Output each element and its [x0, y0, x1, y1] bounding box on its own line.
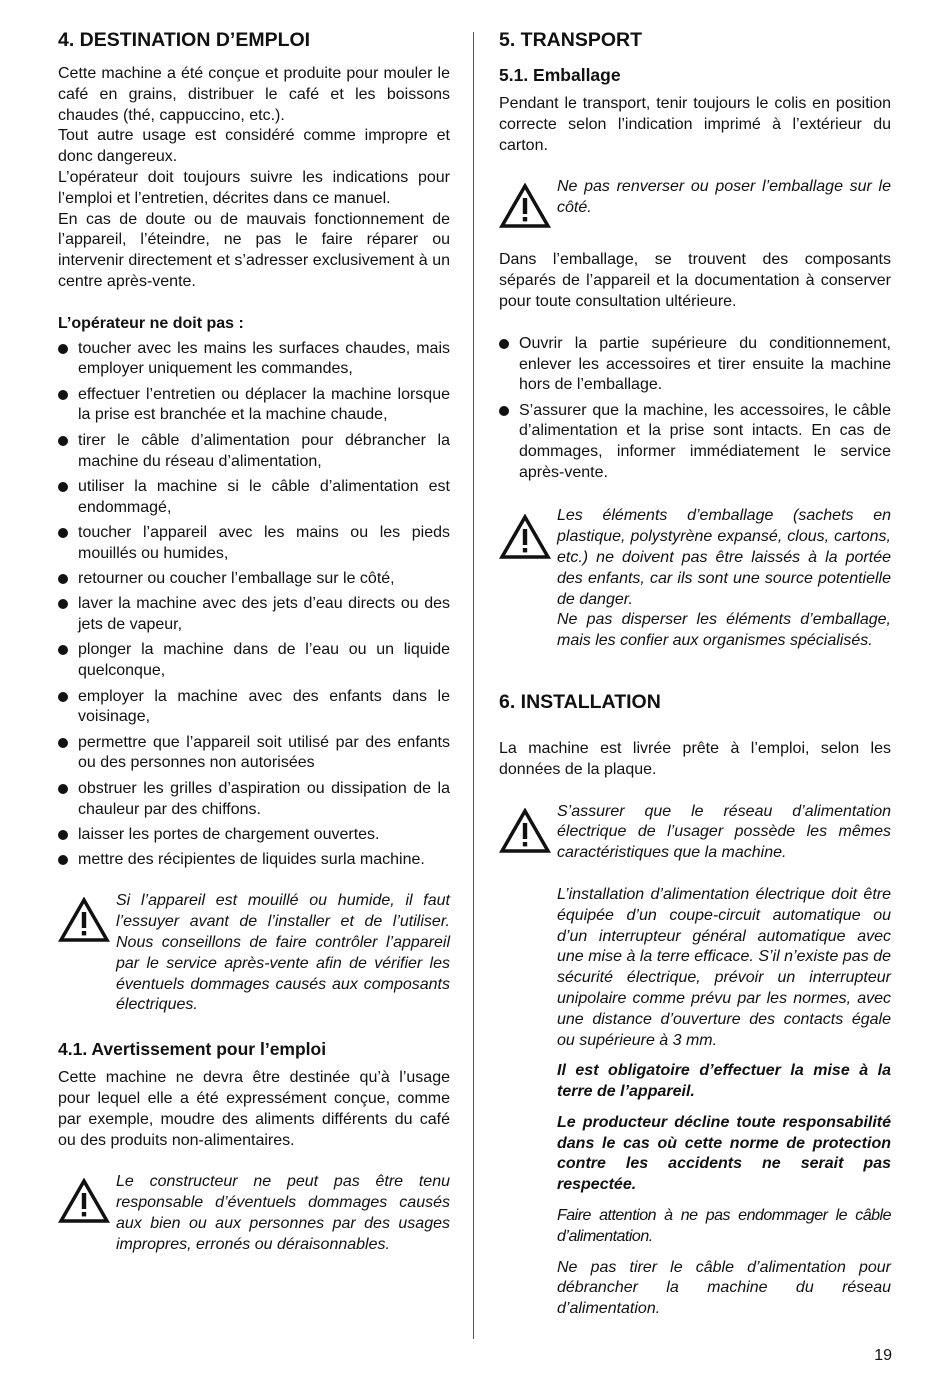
bullet-icon	[58, 599, 68, 609]
bullet-icon	[58, 855, 68, 865]
list-item: toucher l’appareil avec les mains ou les pieds mouillés ou humides,	[58, 523, 450, 565]
grounding-requirement: Il est obligatoire d’effectuer la mise à la terre de l’appareil.	[557, 1062, 891, 1101]
bullet-icon	[499, 406, 509, 416]
list-item: utiliser la machine si le câble d’alimentation est endommagé,	[58, 477, 450, 519]
warning-block-liability	[58, 1172, 450, 1255]
warning-block-packaging-elements	[499, 506, 891, 652]
section-5-title: 5. TRANSPORT	[499, 29, 643, 51]
section-4-paragraph-2: Tout autre usage est considéré comme impropre et donc dangereux.	[58, 127, 450, 166]
section-4-paragraph-3: L’opérateur doit toujours suivre les indications pour l’emploi et l’entretien, décrites dans ce manuel.	[58, 168, 450, 207]
page-number: 19	[874, 1347, 892, 1364]
bullet-icon	[58, 482, 68, 492]
transport-bullet-list	[499, 334, 891, 484]
list-item: laver la machine avec des jets d’eau directs ou des jets de vapeur,	[58, 594, 450, 636]
warning-triangle-icon	[58, 891, 116, 943]
warning-text: Si l’appareil est mouillé ou humide, il faut l’essuyer avant de l’installer et de l’utiliser. Nous conseillons de faire contrôler l’appareil par le service après-vente afin de vérifier les éventuels dommages causés aux composants électriques.	[116, 892, 450, 1014]
bullet-icon	[58, 830, 68, 840]
section-4-paragraph-4: En cas de doute ou de mauvais fonctionnement de l’appareil, l’éteindre, ne pas le faire réparer ou intervenir directement et s’adresser exclusivement à un centre après-vente.	[58, 210, 450, 290]
warning-triangle-icon	[499, 802, 557, 854]
warning-block-packaging-position	[499, 177, 891, 229]
list-item: toucher avec les mains les surfaces chaudes, mais employer uniquement les commandes,	[58, 339, 450, 381]
section-5-paragraph-2: Dans l’emballage, se trouvent des composants séparés de l’appareil et la documentation à conserver pour toute consultation ultérieure.	[499, 251, 891, 310]
section-4-paragraph-1: Cette machine a été conçue et produite pour mouler le café en grains, distribuer le café et les boissons chaudes (thé, cappuccino, etc.).	[58, 65, 450, 124]
cable-pull-note: Ne pas tirer le câble d’alimentation pour débrancher la machine du réseau d’alimentation.	[557, 1258, 891, 1318]
section-6-paragraph: La machine est livrée prête à l’emploi, selon les données de la plaque.	[499, 739, 891, 778]
warning-text: Ne pas renverser ou poser l’emballage sur le côté.	[557, 178, 891, 217]
warning-block-electrical-network	[499, 802, 891, 864]
column-divider	[473, 32, 474, 1339]
bullet-icon	[58, 784, 68, 794]
installation-requirements: L’installation d’alimentation électrique doit être équipée d’un coupe-circuit automatique ou d’un interrupteur général automatique avec une mise à la terre efficace. S’il n’existe pas de sécurité électrique, prévoir un interrupteur unipolaire comme prévu par les normes, avec une distance d’ouverture des contacts égale ou supérieure à 3 mm.	[557, 885, 891, 1049]
list-item: plonger la machine dans de l’eau ou un liquide quelconque,	[58, 640, 450, 682]
bullet-icon	[58, 645, 68, 655]
bullet-icon	[58, 390, 68, 400]
bullet-icon	[58, 692, 68, 702]
warning-triangle-icon	[499, 506, 557, 560]
list-item: laisser les portes de chargement ouvertes.	[58, 825, 450, 846]
right-column	[499, 28, 891, 1320]
list-item: effectuer l’entretien ou déplacer la machine lorsque la prise est branchée et la machine chaude,	[58, 385, 450, 427]
warning-block-moisture	[58, 891, 450, 1016]
warning-text: Les éléments d’emballage (sachets en plastique, polystyrène expansé, clous, cartons, etc.) ne doivent pas être laissés à la portée des enfants, car ils sont une source potentielle de danger.	[557, 507, 891, 608]
warning-triangle-icon	[499, 177, 557, 229]
section-4-1-title: 4.1. Avertissement pour l’emploi	[58, 1039, 327, 1060]
operator-bullet-list	[58, 339, 450, 871]
bullet-icon	[58, 436, 68, 446]
warning-text: Ne pas disperser les éléments d’emballage, mais les confier aux organismes spécialisés.	[557, 611, 891, 650]
warning-text: S’assurer que le réseau d’alimentation électrique de l’usager possède les mêmes caractéristiques que la machine.	[557, 802, 891, 862]
left-column	[58, 28, 450, 1256]
warning-triangle-icon	[58, 1172, 116, 1224]
list-item: employer la machine avec des enfants dans le voisinage,	[58, 687, 450, 729]
list-item: retourner ou coucher l’emballage sur le côté,	[58, 569, 450, 590]
bullet-icon	[58, 738, 68, 748]
liability-disclaimer: Le producteur décline toute responsabilité dans le cas où cette norme de protection contre les accidents ne serait pas respectée.	[557, 1113, 891, 1194]
warning-text: Le constructeur ne peut pas être tenu responsable d’éventuels dommages causés aux bien ou aux personnes par des usages impropres, erronés ou déraisonnables.	[116, 1173, 450, 1253]
list-item: S’assurer que la machine, les accessoires, le câble d’alimentation et la prise sont intacts. En cas de dommages, informer immédiatement le service après-vente.	[499, 401, 891, 484]
list-item: permettre que l’appareil soit utilisé par des enfants ou des personnes non autorisées	[58, 733, 450, 775]
list-item: tirer le câble d’alimentation pour débrancher la machine du réseau d’alimentation,	[58, 431, 450, 473]
section-5-paragraph-1: Pendant le transport, tenir toujours le colis en position correcte selon l’indication imprimé à l’extérieur du carton.	[499, 95, 891, 154]
section-4-1-paragraph: Cette machine ne devra être destinée qu’à l’usage pour lequel elle a été expressément conçue, comme par exemple, moudre des aliments différents du café ou des produits non-alimentaires.	[58, 1069, 450, 1149]
section-5-1-title: 5.1. Emballage	[499, 65, 621, 85]
operator-heading: L’opérateur ne doit pas :	[58, 314, 244, 332]
bullet-icon	[58, 528, 68, 538]
bullet-icon	[499, 339, 509, 349]
bullet-icon	[58, 574, 68, 584]
installation-notes	[499, 864, 891, 1320]
list-item: Ouvrir la partie supérieure du conditionnement, enlever les accessoires et tirer ensuite la machine hors de l’emballage.	[499, 334, 891, 396]
list-item: obstruer les grilles d’aspiration ou dissipation de la chauleur par des chiffons.	[58, 779, 450, 821]
cable-care-note: Faire attention à ne pas endommager le câble d’alimentation.	[557, 1207, 891, 1245]
list-item: mettre des récipientes de liquides surla machine.	[58, 850, 450, 871]
section-4-title: 4. DESTINATION D’EMPLOI	[58, 29, 311, 51]
bullet-icon	[58, 344, 68, 354]
section-6-title: 6. INSTALLATION	[499, 690, 661, 713]
